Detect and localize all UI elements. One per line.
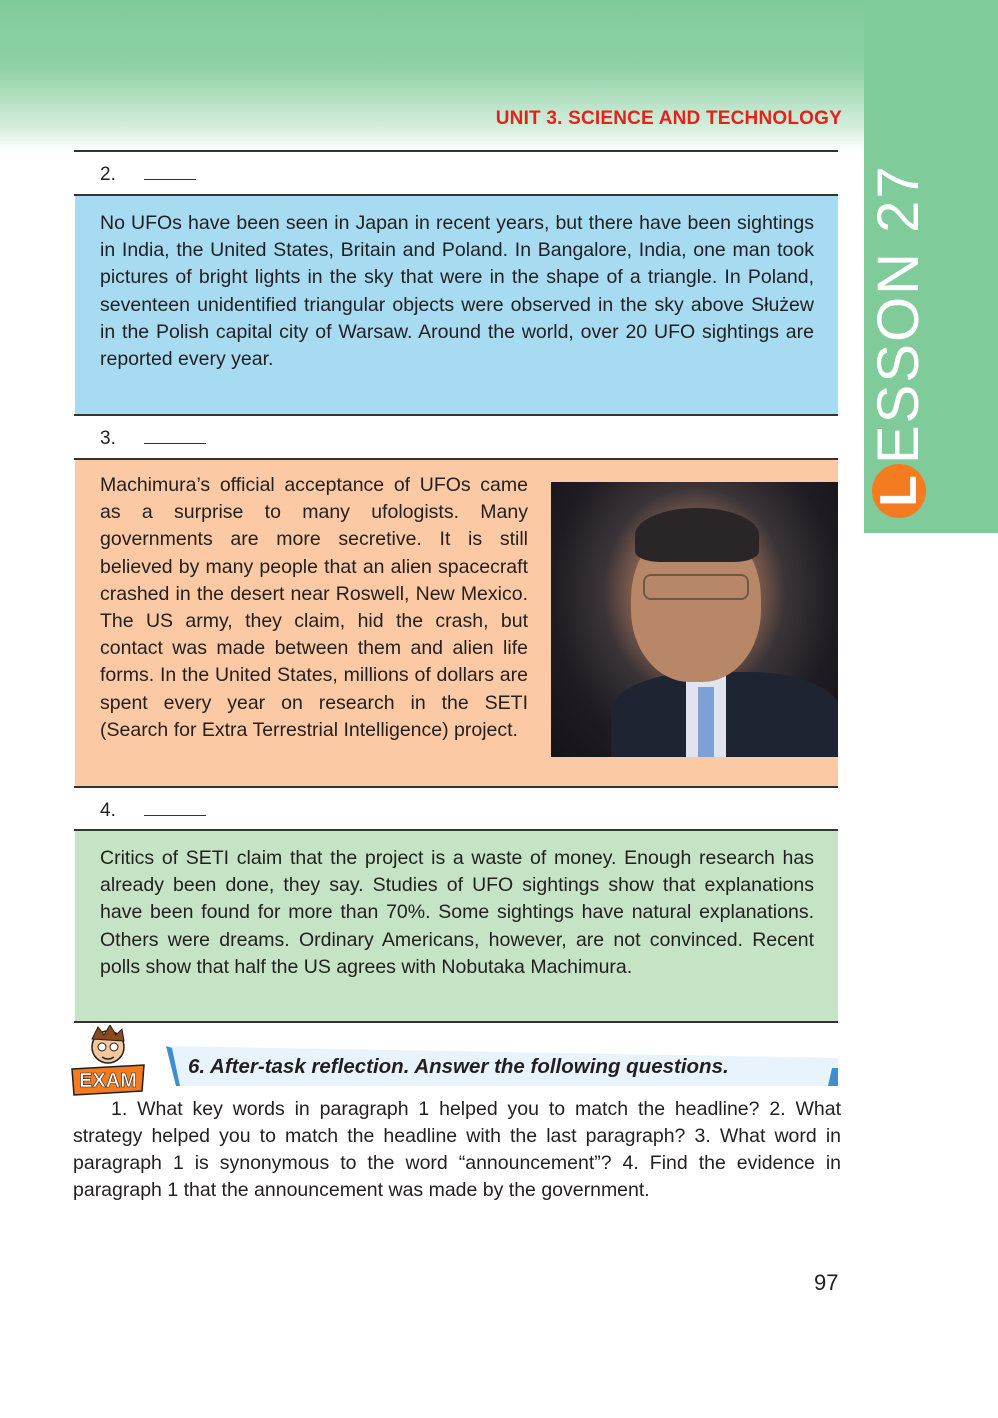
section-4-header — [100, 800, 206, 822]
paragraph-4-box — [75, 831, 838, 1022]
answer-blank[interactable] — [144, 429, 206, 444]
portrait-photo — [551, 482, 838, 757]
section-3-header — [100, 428, 206, 450]
section-number: 3. — [100, 428, 116, 449]
section-2-header — [100, 164, 196, 186]
paragraph-3-text: Machimura’s official acceptance of UFOs came as a surprise to many ufologists. Many governments are more secretive. It is still believed by many people that an alien spacecraft crashed in the desert near Roswell, New Mexico. The US army, they claim, hid the crash, but contact was made between them and alien life forms. In the United States, millions of dollars are spent every year on research in the SETI (Search for Extra Terrestrial Intelligence) project. — [100, 474, 528, 741]
photo-glasses — [643, 574, 749, 600]
lesson-number: ESSON 27 — [866, 164, 931, 464]
task-title: 6. After-task reflection. Answer the following questions. — [188, 1055, 729, 1078]
divider — [74, 1021, 838, 1023]
divider — [74, 786, 838, 788]
paragraph-4-text: Critics of SETI claim that the project is a waste of money. Enough research has already been done, they say. Studies of UFO sightings show that explanations have been found for more than 70%. Some sightings have natural explanations. Others were dreams. Ordinary Americans, however, are not convinced. Recent polls show that half the US agrees with Nobutaka Machimura. — [100, 847, 814, 978]
answer-blank[interactable] — [144, 801, 206, 816]
lesson-letter-circle — [872, 464, 926, 518]
lesson-label — [866, 164, 931, 518]
exam-icon-text: EXAM — [79, 1070, 137, 1092]
page-number: 97 — [814, 1270, 839, 1295]
section-number: 2. — [100, 164, 116, 185]
unit-title: UNIT 3. SCIENCE AND TECHNOLOGY — [495, 108, 842, 129]
divider — [74, 150, 838, 152]
photo-tie — [698, 687, 714, 757]
divider — [74, 414, 838, 416]
task-questions: 1. What key words in paragraph 1 helped you to match the headline? 2. What strategy helped you to match the headline with the last paragraph? 3. What word in paragraph 1 is synonymous to the word “announcement”? 4. Find the evidence in paragraph 1 that the announcement was made by the government. — [73, 1098, 841, 1201]
answer-blank[interactable] — [144, 165, 196, 180]
photo-hair — [635, 508, 759, 562]
paragraph-2-box — [75, 196, 838, 415]
section-number: 4. — [100, 800, 116, 821]
paragraph-2-text: No UFOs have been seen in Japan in recent years, but there have been sightings in India, the United States, Britain and Poland. In Bangalore, India, one man took pictures of bright lights in the sky that were in the shape of a triangle. In Poland, seventeen unidentified triangular objects were observed in the sky above Służew in the Polish capital city of Warsaw. Around the world, over 20 UFO sightings are reported every year. — [100, 212, 814, 371]
exam-mascot-icon — [68, 1025, 148, 1097]
lesson-letter: L — [870, 475, 928, 507]
